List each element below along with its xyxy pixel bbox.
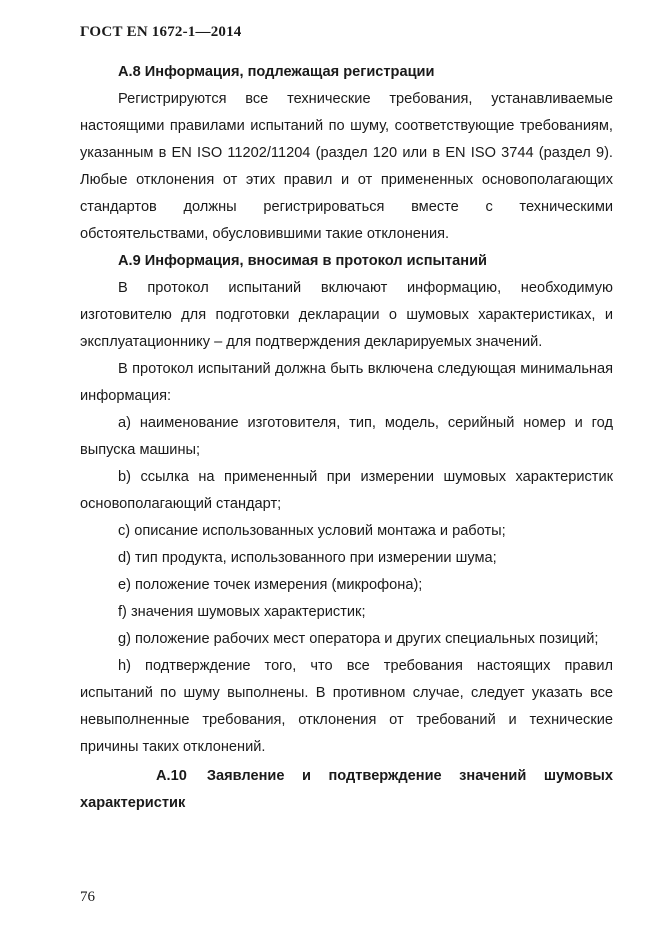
page-content <box>80 59 613 817</box>
list-item: h) подтверждение того, что все требования настоящих правил испытаний по шуму выполнены. В противном случае, следует указать все невыполненные требования, отклонения от требований и технические причины таких отклонений. <box>80 658 613 755</box>
standard-header: ГОСТ EN 1672-1—2014 <box>80 24 242 40</box>
paragraph: В протокол испытаний включают информацию, необходимую изготовителю для подготовки декларации о шумовых характеристиках, и эксплуатационнику – для подтверждения декларируемых значений. <box>80 280 613 350</box>
section-title: Информация, вносимая в протокол испытаний <box>144 253 488 269</box>
section-heading-a8 <box>80 59 613 86</box>
paragraph: В протокол испытаний должна быть включена следующая минимальная информация: <box>80 361 613 404</box>
section-title: Информация, подлежащая регистрации <box>144 64 435 80</box>
section-number: А.8 <box>118 64 141 80</box>
list-item: b) ссылка на примененный при измерении шумовых характеристик основополагающий стандарт; <box>80 469 613 512</box>
section-heading-a10 <box>80 763 613 817</box>
list-item: a) наименование изготовителя, тип, модель, серийный номер и год выпуска машины; <box>80 415 613 458</box>
page-number: 76 <box>80 889 95 905</box>
list-item: g) положение рабочих мест оператора и других специальных позиций; <box>118 631 599 647</box>
section-heading-a9 <box>80 248 613 275</box>
paragraph: Регистрируются все технические требования, устанавливаемые настоящими правилами испытаний по шуму, соответствующие требованиям, указанным в EN ISO 11202/11204 (раздел 120 или в EN ISO 3744 (раздел 9). Любые отклонения от этих правил и от примененных основополагающих стандартов должны регистрироваться вместе с техническими обстоятельствами, обусловившими такие отклонения. <box>80 91 613 242</box>
section-number: А.9 <box>118 253 141 269</box>
list-item: c) описание использованных условий монтажа и работы; <box>118 523 506 539</box>
section-title: Заявление и подтверждение значений шумовых характеристик <box>80 768 613 811</box>
section-number: А.10 <box>156 768 187 784</box>
list-item: e) положение точек измерения (микрофона); <box>118 577 423 593</box>
list-item: f) значения шумовых характеристик; <box>118 604 366 620</box>
list-item: d) тип продукта, использованного при измерении шума; <box>118 550 497 566</box>
